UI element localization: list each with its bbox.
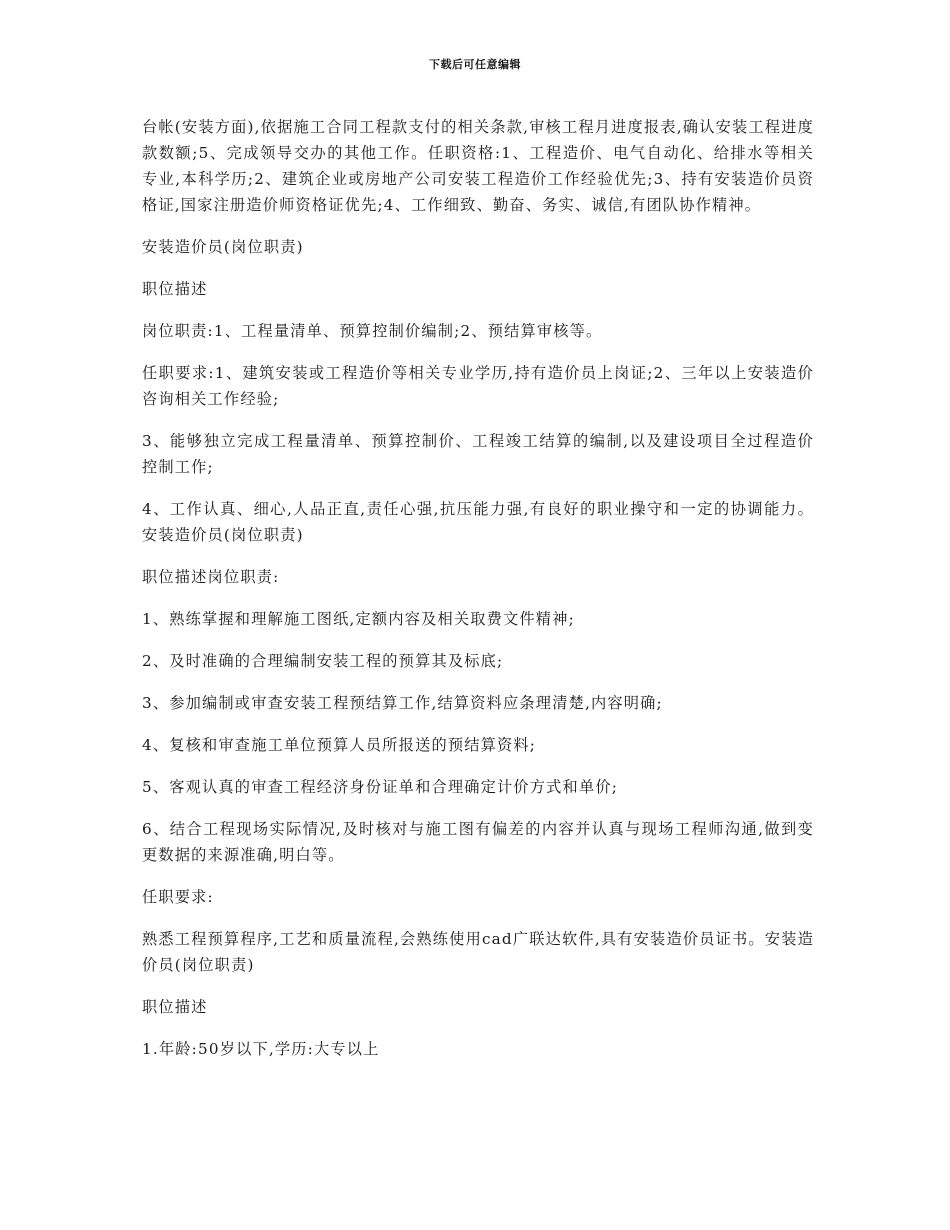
paragraph: 1.年龄:50岁以下,学历:大专以上 [142,1040,380,1058]
paragraph: 4、复核和审查施工单位预算人员所报送的预结算资料; [142,736,537,754]
paragraph: 任职要求:1、建筑安装或工程造价等相关专业学历,持有造价员上岗证;2、三年以上安装造价咨询相关工作经验; [142,364,814,408]
document-body [142,114,814,1078]
paragraph: 职位描述 [142,998,208,1016]
paragraph: 台帐(安装方面),依据施工合同工程款支付的相关条款,审核工程月进度报表,确认安装工程进度款数额;5、完成领导交办的其他工作。任职资格:1、工程造价、电气自动化、给排水等相关专业,本科学历;2、建筑企业或房地产公司安装工程造价工作经验优先;3、持有安装造价员资格证,国家注册造价师资格证优先;4、工作细致、勤奋、务实、诚信,有团队协作精神。 [142,118,814,214]
paragraph: 2、及时准确的合理编制安装工程的预算其及标底; [142,652,504,670]
paragraph: 岗位职责:1、工程量清单、预算控制价编制;2、预结算审核等。 [142,322,603,340]
paragraph: 任职要求: [142,888,214,906]
paragraph: 安装造价员(岗位职责) [142,238,304,256]
paragraph: 1、熟练掌握和理解施工图纸,定额内容及相关取费文件精神; [142,610,575,628]
paragraph: 熟悉工程预算程序,工艺和质量流程,会熟练使用cad广联达软件,具有安装造价员证书。安装造价员(岗位职责) [142,930,814,974]
paragraph: 职位描述岗位职责: [142,568,280,586]
paragraph: 3、能够独立完成工程量清单、预算控制价、工程竣工结算的编制,以及建设项目全过程造价控制工作; [142,432,814,476]
paragraph: 5、客观认真的审查工程经济身份证单和合理确定计价方式和单价; [142,778,619,796]
page-header: 下载后可任意编辑 [429,58,521,71]
paragraph: 3、参加编制或审查安装工程预结算工作,结算资料应条理清楚,内容明确; [142,694,663,712]
paragraph: 6、结合工程现场实际情况,及时核对与施工图有偏差的内容并认真与现场工程师沟通,做到变更数据的来源准确,明白等。 [142,820,814,864]
paragraph: 4、工作认真、细心,人品正直,责任心强,抗压能力强,有良好的职业操守和一定的协调能力。安装造价员(岗位职责) [142,500,814,544]
paragraph: 职位描述 [142,280,208,298]
